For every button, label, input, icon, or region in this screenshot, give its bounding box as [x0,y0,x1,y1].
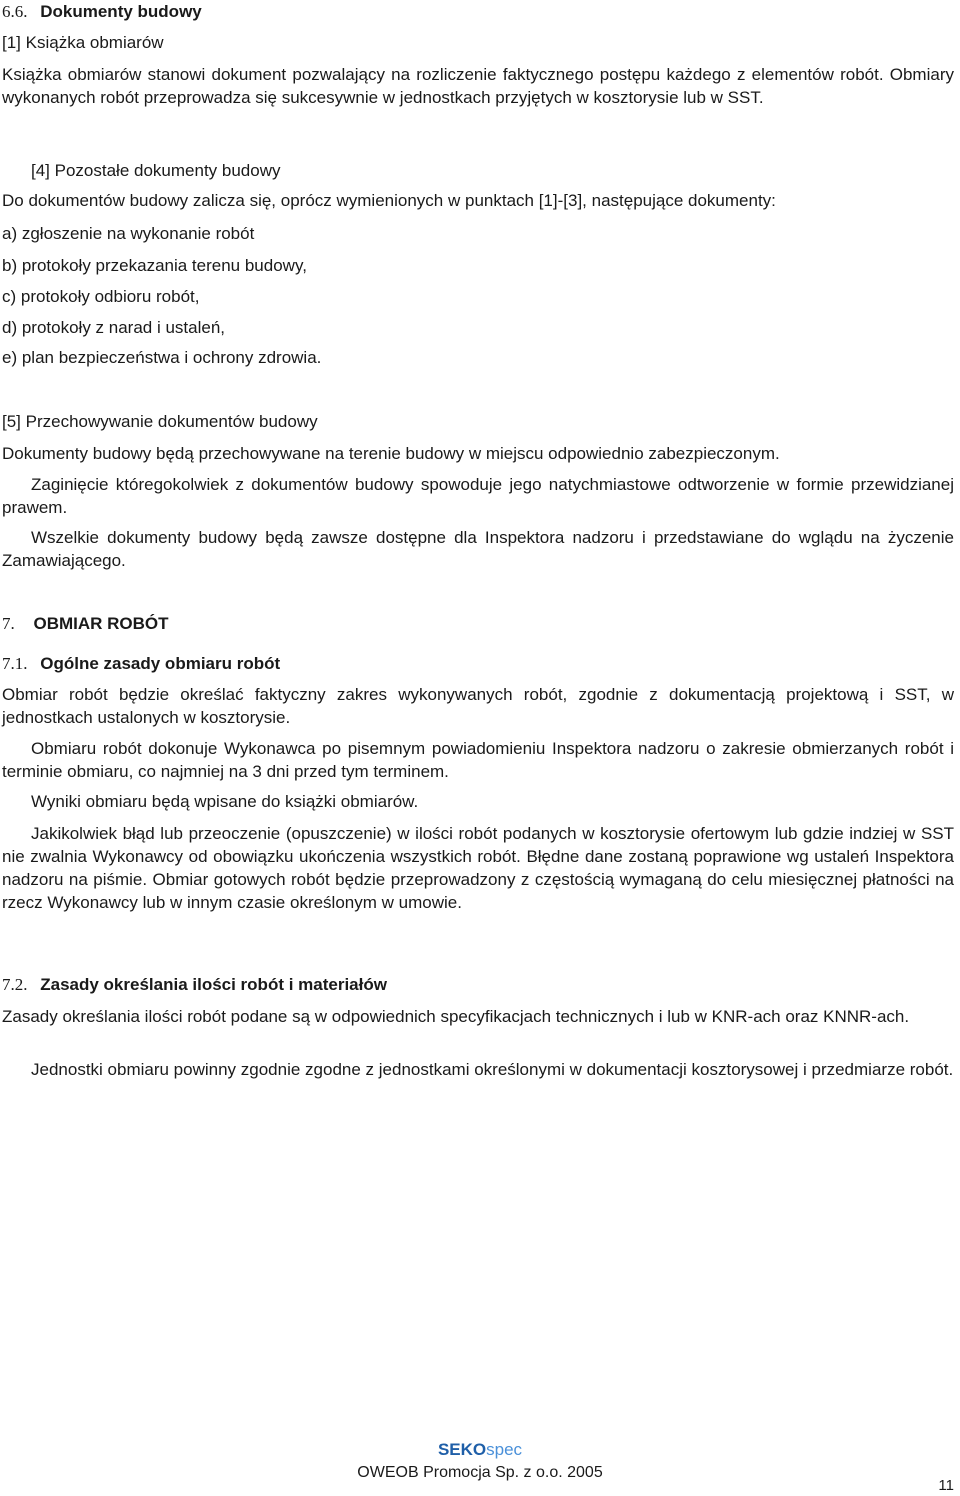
section-number: 6.6. [2,2,28,21]
subheading-pozostale-dokumenty: [4] Pozostałe dokumenty budowy [31,161,281,180]
paragraph-obmiar-4: Jakikolwiek błąd lub przeoczenie (opuszczenie) w ilości robót podanych w kosztorysie ofertowym lub gdzie indziej w SST nie zwalnia Wykonawcy od obowiązku ukończenia wszystkich robót. Błędne dane zostaną poprawione wg ustaleń Inspektora nadzoru na piśmie. Obmiar gotowych robót będzie przeprowadzony z częstością wymaganą do celu miesięcznej płatności na rzecz Wykonawcy lub w innym czasie określonym w umowie. [2,824,954,912]
paragraph-przechowywanie-2: Zaginięcie któregokolwiek z dokumentów budowy spowoduje jego natychmiastowe odtworzenie w formie przewidzianej prawem. [2,475,954,517]
section-title: OBMIAR ROBÓT [33,614,169,633]
section-number: 7.1. [2,654,28,673]
section-6-6-heading [2,0,954,23]
paragraph-zasady-2: Jednostki obmiaru powinny zgodnie zgodne z jednostkami określonymi w dokumentacji kosztorysowej i przedmiarze robót. [31,1060,954,1079]
section-number: 7. [2,614,15,633]
subheading-ksiazka-obmiarow: [1] Książka obmiarów [2,33,164,52]
subheading-przechowywanie: [5] Przechowywanie dokumentów budowy [2,412,318,431]
list-item: d) protokoły z narad i ustaleń, [2,318,226,337]
logo-part-seko: SEKO [437,1440,487,1459]
section-7-2-heading [2,973,954,996]
list-item: e) plan bezpieczeństwa i ochrony zdrowia. [2,348,322,367]
paragraph-zasady-1: Zasady określania ilości robót podane są w odpowiednich specyfikacjach technicznych i lub w KNR-ach oraz KNNR-ach. [2,1007,910,1026]
paragraph-przechowywanie-3: Wszelkie dokumenty budowy będą zawsze dostępne dla Inspektora nadzoru i przedstawiane do wglądu na życzenie Zamawiającego. [2,528,954,570]
section-7-1-heading [2,652,954,675]
section-title: Zasady określania ilości robót i materiałów [40,975,387,994]
section-title: Dokumenty budowy [40,2,202,21]
paragraph-pozostale-intro: Do dokumentów budowy zalicza się, oprócz wymienionych w punktach [1]-[3], następujące dokumenty: [2,191,776,210]
footer-text: OWEOB Promocja Sp. z o.o. 2005 [357,1464,603,1481]
list-item: a) zgłoszenie na wykonanie robót [2,224,255,243]
paragraph-obmiar-3: Wyniki obmiaru będą wpisane do książki obmiarów. [31,792,419,811]
list-item: b) protokoły przekazania terenu budowy, [2,256,307,275]
paragraph-ksiazka-obmiarow: Książka obmiarów stanowi dokument pozwalający na rozliczenie faktycznego postępu każdego z elementów robót. Obmiary wykonanych robót przeprowadza się sukcesywnie w jednostkach przyjętych w kosztorysie lub w SST. [2,65,954,107]
paragraph-obmiar-2: Obmiaru robót dokonuje Wykonawca po pisemnym powiadomieniu Inspektora nadzoru o zakresie obmierzanych robót i terminie obmiaru, co najmniej na 3 dni przed tym terminem. [2,739,954,781]
paragraph-przechowywanie-1: Dokumenty budowy będą przechowywane na terenie budowy w miejscu odpowiednio zabezpieczonym. [2,444,780,463]
logo-part-spec: spec [486,1440,523,1459]
section-7-heading [2,612,954,635]
paragraph-obmiar-1: Obmiar robót będzie określać faktyczny zakres wykonywanych robót, zgodnie z dokumentacją projektową i SST, w jednostkach ustalonych w kosztorysie. [2,685,954,727]
list-item: c) protokoły odbioru robót, [2,287,200,306]
page-number: 11 [938,1477,954,1494]
section-title: Ogólne zasady obmiaru robót [40,654,281,673]
section-number: 7.2. [2,975,28,994]
footer-logo [0,1440,960,1460]
